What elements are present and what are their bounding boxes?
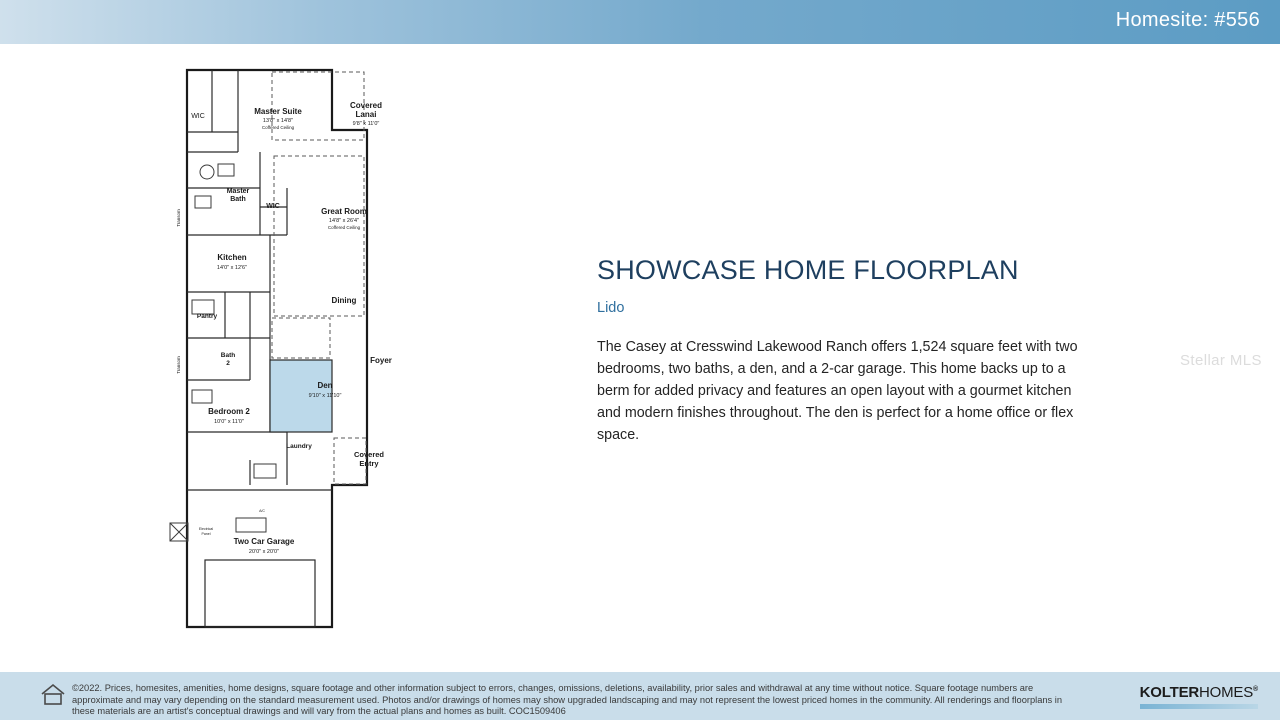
floorplan-drawing: [150, 60, 450, 640]
brand-bold: KOLTER: [1139, 684, 1200, 701]
svg-text:A/C: A/C: [259, 509, 265, 513]
plan-description: The Casey at Cresswind Lakewood Ranch offers 1,524 square feet with two bedrooms, two baths, a den, and a 2-car garage. This home backs up to a berm for added privacy and features an open layout with a gourmet kitchen and modern finishes throughout. The den is perfect for a home office or flex space.: [597, 339, 1078, 443]
floorplan-info-panel: [597, 255, 1097, 446]
svg-text:Master: Master: [226, 188, 250, 195]
page-header: [0, 0, 1280, 44]
svg-text:Bath: Bath: [230, 196, 246, 203]
svg-text:9'10" x 11'10": 9'10" x 11'10": [308, 393, 342, 399]
svg-text:Den: Den: [317, 381, 333, 390]
svg-text:Covered: Covered: [349, 101, 383, 110]
svg-text:Coffered Ceiling: Coffered Ceiling: [261, 125, 295, 130]
homesite-label: Homesite: #556: [1115, 9, 1260, 31]
svg-text:10'0" x 11'0": 10'0" x 11'0": [214, 419, 244, 425]
svg-text:Panel: Panel: [201, 532, 211, 536]
svg-text:Coffered Ceiling: Coffered Ceiling: [327, 225, 361, 230]
brand-thin: HOMES: [1199, 684, 1254, 701]
svg-text:WIC: WIC: [266, 203, 280, 210]
page-title: SHOWCASE HOME FLOORPLAN: [597, 255, 1019, 285]
footer-disclaimer: ©2022. Prices, homesites, amenities, home designs, square footage and other information subject to errors, changes, omissions, deletions, availability, prior sales and withdrawal at any time without notice. Square footage numbers are approximate and may vary depending on the standard measurement used. Photos and/or drawings of homes may show upgraded landscaping and may not represent the lowest priced homes in the community. All renderings and floorplans in these materials are an artist's conceptual drawings and will vary from the actual plans and homes as built. COC1509406: [72, 683, 1063, 716]
svg-text:Entry: Entry: [359, 459, 379, 468]
svg-text:Transom: Transom: [176, 209, 181, 227]
svg-text:Lanai: Lanai: [355, 110, 377, 119]
kolter-homes-logo: [1140, 684, 1258, 709]
brand-registered-mark: ®: [1253, 686, 1258, 693]
svg-text:Laundry: Laundry: [286, 443, 312, 450]
svg-text:9'8" x 11'0": 9'8" x 11'0": [352, 121, 380, 127]
svg-text:Dining: Dining: [331, 296, 357, 305]
home-icon: [40, 683, 66, 707]
svg-text:14'0" x 12'6": 14'0" x 12'6": [216, 265, 248, 271]
svg-text:Transom: Transom: [176, 356, 181, 374]
svg-text:Pantry: Pantry: [196, 313, 218, 320]
watermark-text: Stellar MLS: [1180, 352, 1262, 369]
svg-text:Kitchen: Kitchen: [217, 253, 247, 262]
svg-text:13'8" x 14'8": 13'8" x 14'8": [262, 118, 294, 124]
svg-text:Covered: Covered: [353, 450, 385, 459]
svg-text:Master Suite: Master Suite: [254, 107, 302, 116]
svg-text:20'0" x 20'0": 20'0" x 20'0": [248, 549, 280, 555]
brand-underline: [1140, 704, 1258, 709]
plan-name: Lido: [597, 300, 625, 316]
svg-text:Foyer: Foyer: [370, 356, 392, 365]
svg-text:14'8" x 26'4": 14'8" x 26'4": [328, 218, 360, 224]
svg-text:WIC: WIC: [191, 113, 205, 120]
floorplan-image: [150, 60, 450, 640]
svg-text:2: 2: [226, 360, 230, 367]
svg-text:Bath: Bath: [220, 352, 236, 359]
svg-text:Bedroom 2: Bedroom 2: [208, 407, 250, 416]
svg-text:Two Car Garage: Two Car Garage: [233, 537, 295, 546]
page-footer: [0, 672, 1280, 720]
svg-text:Great Room: Great Room: [321, 207, 367, 216]
svg-text:Electrical: Electrical: [198, 527, 214, 531]
